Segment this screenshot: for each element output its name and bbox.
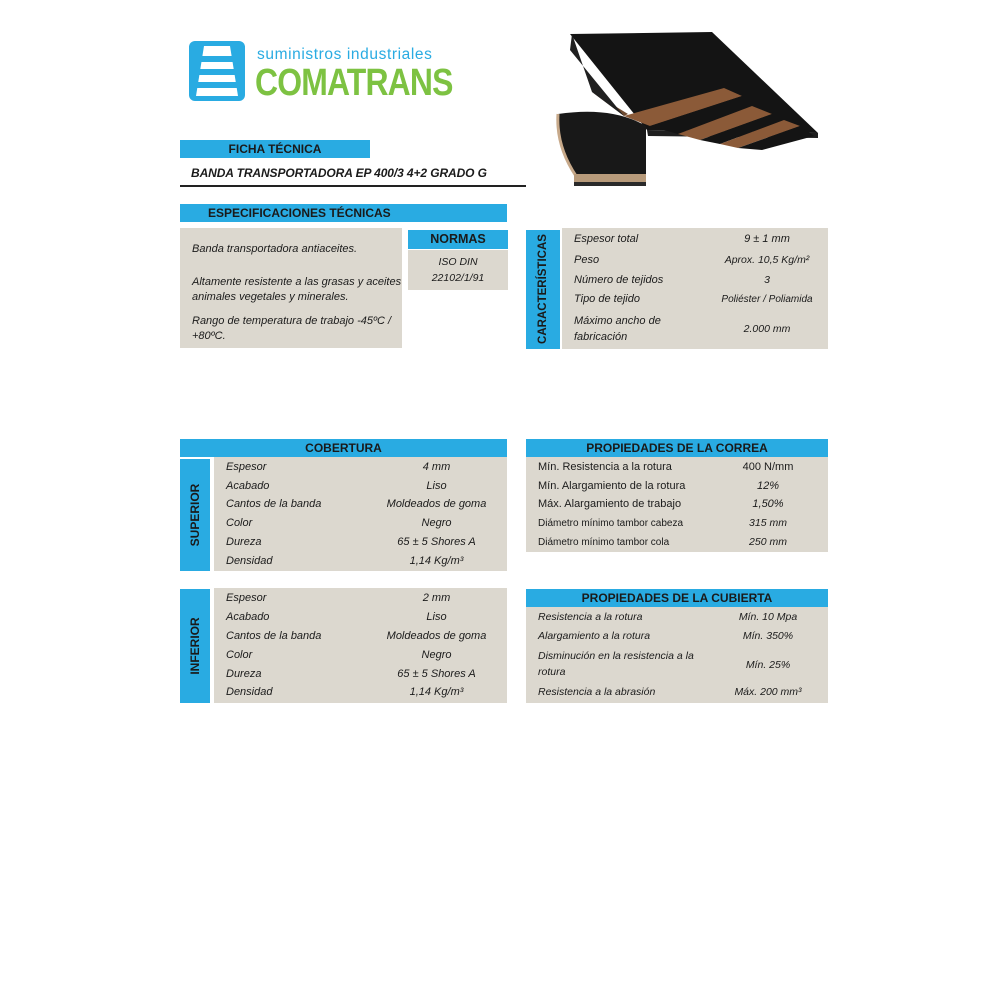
company-logo [188, 40, 453, 104]
cubierta-row [526, 627, 828, 646]
superior-row-value: Moldeados de goma [386, 498, 487, 510]
caracteristica-row [562, 251, 828, 270]
superior-row-label: Cantos de la banda [226, 498, 322, 510]
inferior-row-label: Color [226, 649, 253, 661]
caracteristica-row [562, 290, 828, 309]
correa-row-label: Diámetro mínimo tambor cola [538, 537, 670, 548]
correa-row [526, 458, 828, 477]
superior-row-value: Negro [421, 517, 452, 529]
caracteristica-value: 9 ± 1 mm [744, 233, 790, 245]
correa-row-label: Máx. Alargamiento de trabajo [538, 498, 682, 510]
inferior-row-value: 1,14 Kg/m³ [409, 686, 464, 698]
superior-row-label: Color [226, 517, 253, 529]
caracteristicas-label-bar [526, 230, 560, 349]
cubierta-row-label: Resistencia a la abrasión [538, 686, 656, 698]
superior-row-value: 4 mm [422, 461, 451, 473]
caracteristica-value: 2.000 mm [743, 323, 791, 335]
superior-label-bar [180, 459, 210, 571]
superior-row-value: 65 ± 5 Shores A [397, 536, 476, 548]
superior-row [214, 552, 507, 571]
correa-row [526, 477, 828, 496]
correa-row-label: Mín. Resistencia a la rotura [538, 461, 672, 473]
correa-panel [526, 457, 828, 552]
correa-row-value: 12% [756, 480, 780, 492]
caracteristicas-panel [562, 228, 828, 349]
correa-row [526, 495, 828, 514]
inferior-label-bar [180, 589, 210, 703]
superior-row [214, 458, 507, 477]
cubierta-row-label: Resistencia a la rotura [538, 611, 643, 623]
logo-tagline: suministros industriales [257, 46, 433, 63]
cubierta-row-value: Máx. 200 mm³ [734, 686, 802, 698]
inferior-row-label: Densidad [226, 686, 273, 698]
inferior-row-value: 2 mm [422, 592, 451, 604]
inferior-row-label: Dureza [226, 668, 262, 680]
cubierta-row [526, 683, 828, 702]
inferior-row [214, 646, 507, 665]
superior-panel [214, 457, 507, 571]
inferior-row-label: Cantos de la banda [226, 630, 322, 642]
inferior-panel [214, 588, 507, 703]
inferior-row [214, 683, 507, 702]
description-line: Banda transportadora antiaceites. [192, 243, 358, 255]
specs-section-title [180, 204, 507, 222]
inferior-row [214, 627, 507, 646]
correa-row-label: Mín. Alargamiento de la rotura [538, 480, 686, 492]
superior-row [214, 477, 507, 496]
inferior-row-label: Espesor [226, 592, 267, 604]
inferior-row-value: 65 ± 5 Shores A [397, 668, 476, 680]
superior-label: SUPERIOR [188, 483, 202, 547]
superior-row-value: 1,14 Kg/m³ [409, 555, 464, 567]
inferior-row-value: Negro [421, 649, 452, 661]
inferior-row-value: Moldeados de goma [386, 630, 487, 642]
superior-row [214, 495, 507, 514]
norma-line: ISO DIN [438, 256, 478, 268]
sheet-label: FICHA TÉCNICA [180, 140, 370, 158]
normas-title: NORMAS [408, 230, 508, 249]
normas-panel [408, 250, 508, 290]
correa-row [526, 514, 828, 533]
cubierta-row [526, 648, 828, 682]
correa-title: PROPIEDADES DE LA CORREA [526, 439, 828, 457]
cubierta-row-value: Mín. 10 Mpa [738, 611, 798, 623]
cubierta-row-label: Alargamiento a la rotura [538, 630, 651, 642]
correa-row-value: 1,50% [752, 498, 784, 510]
inferior-row-label: Acabado [226, 611, 270, 623]
caracteristica-label: Espesor total [574, 233, 639, 245]
superior-row [214, 514, 507, 533]
correa-row-value: 250 mm [749, 536, 787, 548]
cubierta-row-label: Disminución en la resistencia a la rotura [538, 650, 694, 678]
inferior-row-value: Liso [426, 611, 447, 623]
caracteristica-value: 3 [764, 274, 770, 286]
logo-mark-icon [188, 40, 246, 102]
caracteristica-row [562, 230, 828, 249]
description-line: Rango de temperatura de trabajo -45ºC / +80ºC. [192, 315, 392, 342]
caracteristica-row [562, 271, 828, 290]
correa-row [526, 533, 828, 552]
cubierta-row-value: Mín. 350% [742, 630, 794, 642]
norma-line: 22102/1/91 [431, 272, 485, 284]
superior-row-label: Espesor [226, 461, 267, 473]
cubierta-row-value: Mín. 25% [745, 659, 791, 671]
logo-brand: COMATRANS [255, 62, 453, 104]
correa-row-value: 315 mm [749, 517, 787, 529]
specs-description-panel [180, 228, 402, 348]
superior-row [214, 533, 507, 552]
inferior-row [214, 589, 507, 608]
superior-row-label: Dureza [226, 536, 262, 548]
caracteristica-label: Tipo de tejido [574, 293, 640, 305]
cubierta-panel [526, 607, 828, 703]
superior-row-label: Acabado [226, 480, 270, 492]
correa-row-value: 400 N/mm [742, 461, 794, 473]
cobertura-title: COBERTURA [180, 439, 507, 457]
cubierta-row [526, 608, 828, 627]
inferior-row [214, 665, 507, 684]
caracteristica-row [562, 312, 828, 348]
inferior-row [214, 608, 507, 627]
caracteristica-value: Poliéster / Poliamida [721, 294, 813, 305]
inferior-label: INFERIOR [188, 617, 202, 675]
description-line: Altamente resistente a las grasas y aceites animales vegetales y minerales. [192, 276, 402, 303]
caracteristica-label: Peso [574, 254, 600, 266]
correa-row-label: Diámetro mínimo tambor cabeza [538, 518, 684, 529]
cubierta-title: PROPIEDADES DE LA CUBIERTA [526, 589, 828, 607]
caracteristica-label: Número de tejidos [574, 274, 664, 286]
caracteristica-value: Aprox. 10,5 Kg/m² [724, 254, 810, 266]
superior-row-value: Liso [426, 480, 447, 492]
specs-section-title-text: ESPECIFICACIONES TÉCNICAS [208, 206, 391, 220]
caracteristicas-label: CARACTERÍSTICAS [537, 234, 549, 344]
caracteristica-label: Máximo ancho de fabricación [574, 315, 661, 343]
superior-row-label: Densidad [226, 555, 273, 567]
title-underline [180, 185, 526, 187]
product-title: BANDA TRANSPORTADORA EP 400/3 4+2 GRADO G [191, 166, 487, 180]
conveyor-belt-image [552, 30, 822, 195]
